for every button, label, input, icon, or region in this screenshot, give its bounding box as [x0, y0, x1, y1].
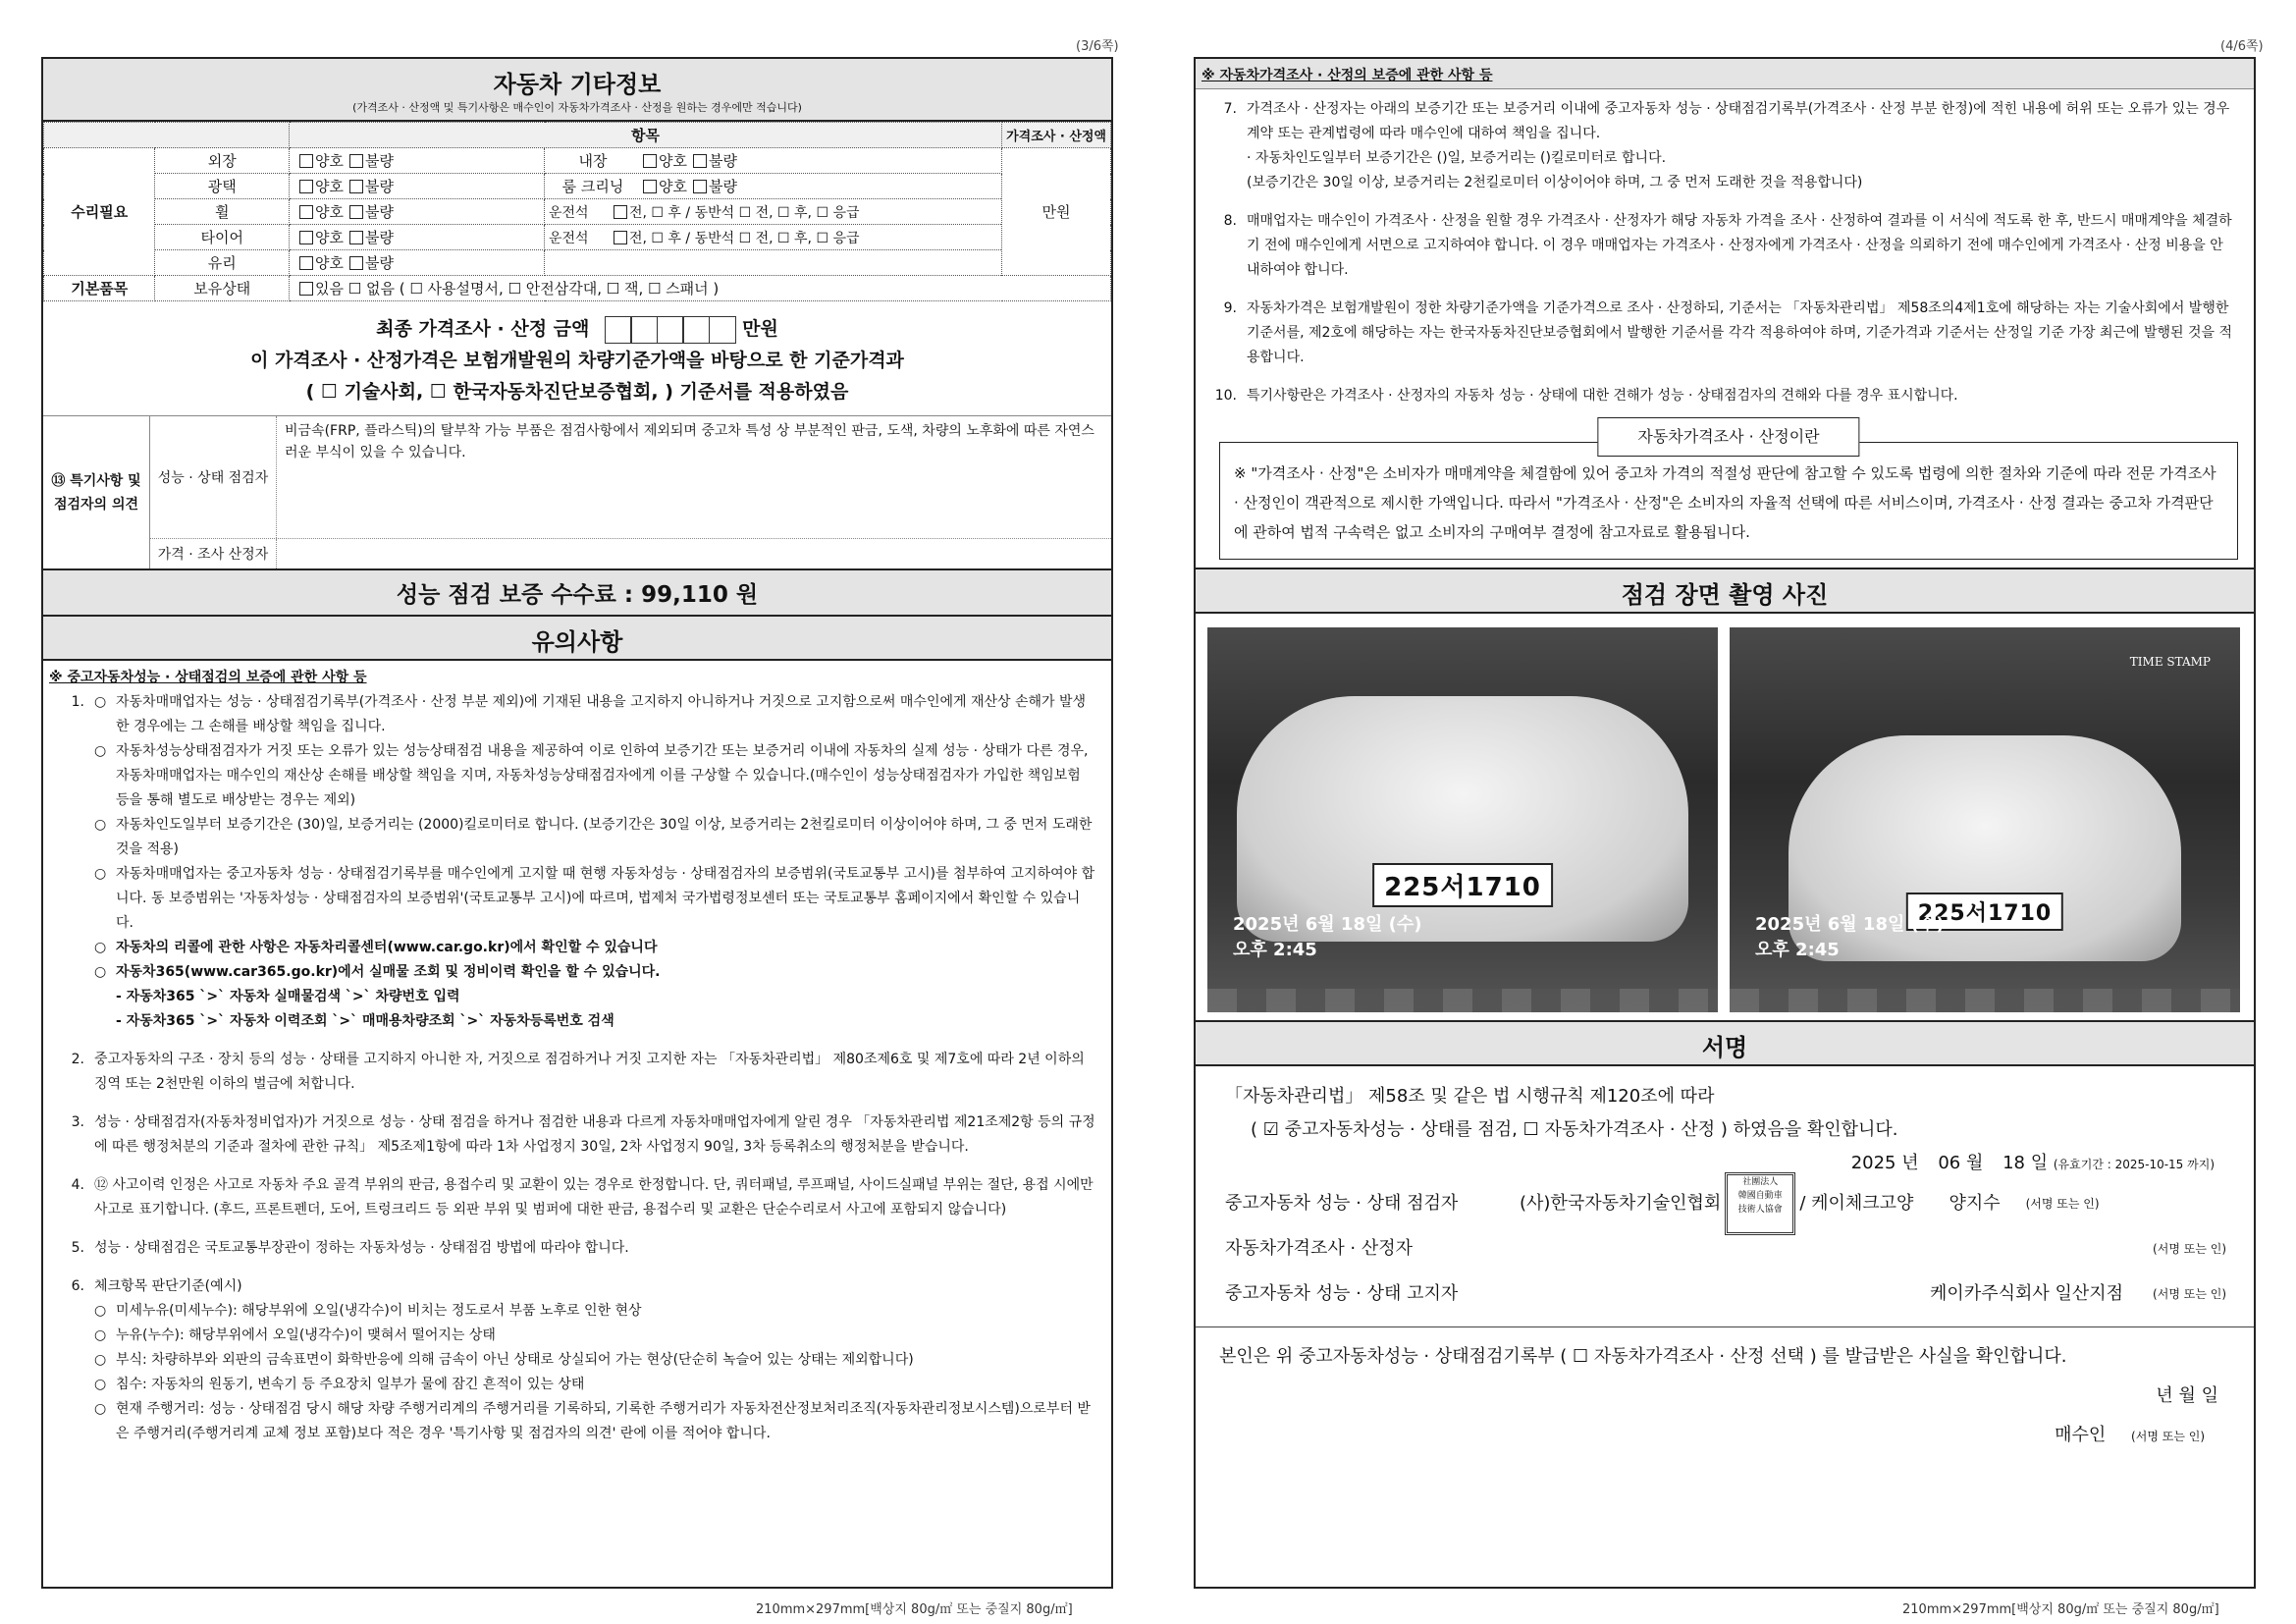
checkbox[interactable] — [349, 231, 363, 244]
checkbox[interactable] — [643, 154, 657, 168]
inspection-photo-rear — [1730, 627, 2240, 1012]
notice-item: 2. 중고자동차의 구조 · 장치 등의 성능 · 상태를 고지하지 아니한 자, 거짓으로 점검하거나 거짓 고지한 자는 「자동차관리법」 제80조제6호 및 제7호에 따라 2년 이하의 징역 또는 2천만원 이하의 벌금에 처합니다. — [71, 1052, 1085, 1092]
notice-item: 5. 성능 · 상태점검은 국토교통부장관이 정하는 자동차성능 · 상태점검 방법에 따라야 합니다. — [71, 1240, 629, 1256]
basic-items-label: 기본품목 — [44, 276, 155, 301]
confirmation-statement: ( ☑ 중고자동차성능 · 상태를 점검, ☐ 자동차가격조사 · 산정 ) 하였음을 확인합니다. — [1251, 1119, 1898, 1140]
final-price-unit: 만원 — [742, 318, 778, 340]
checkbox[interactable] — [349, 205, 363, 219]
inspector-org: (사)한국자동차기술인협회 — [1520, 1193, 1722, 1214]
row-label: 휠 — [155, 199, 290, 225]
sign-note: (서명 또는 인) — [2131, 1430, 2205, 1443]
notice-item: 6. 체크항목 판단기준(예시) ○ 미세누유(미세누수): 해당부위에 오일(냉각수)이 비치는 정도로서 부품 노후로 인한 현상 ○ 누유(누수): 해당부위에서 오일(냉각수)이 맺혀서 떨어지는 상태 ○ 부식: 차량하부와 외판의 금속표면이 화학반응에 의해 금속이 아닌 상태로 상실되어 가는 현상(단순히 녹슬어 있는 상태는 제외합니다) ○ 침수: 자동차의 원동기, 변속기 등 주요장치 일부가 물에 잠긴 흔적이 있는 상태 ○ 현재 주행거리: 성능 · 상태점검 당시 해당 차량 주행거리계의 주행거리를 기록하되, 기록한 주행거리가 자동차전산정보처리조직(자동차관리정보시스템)으로부터 받은 주행거리(주행거리계 교체 정보 포함)보다 적은 경우 '특기사항 및 점검자의 의견' 란에 이를 적어야 합니다. — [71, 1278, 1091, 1441]
row-label: 광택 — [155, 174, 290, 199]
price-unit: 만원 — [1002, 148, 1111, 276]
page-number-right: (4/6쪽) — [2220, 39, 2264, 54]
appraisal-item: 9. 자동차가격은 보험개발원이 정한 차량기준가액을 기준가격으로 조사 · 산정하되, 기준서는 「자동차관리법」 제58조의4제1호에 해당하는 자는 기술사회에서 발행한 기준서를, 제2호에 해당하는 자는 한국자동차진단보증협회에서 발행한 기준서를 각각 적용하여야 하며, 기준가격과 기준서는 산정일 기준 가장 최근에 발행된 것을 적용합니다. — [1223, 300, 2233, 365]
inspection-photo-front — [1207, 627, 1718, 1012]
checkbox[interactable] — [349, 154, 363, 168]
notifier-sign-row — [1225, 1272, 2234, 1317]
col-item-header: 항목 — [290, 123, 1002, 148]
opinion-label: ⑬ 특기사항 및 점검자의 의견 — [43, 416, 150, 568]
notice-item: 4. ⑫ 사고이력 인정은 사고로 자동차 주요 골격 부위의 판금, 용접수리 및 교환이 있는 경우로 한정합니다. 단, 쿼터패널, 루프패널, 사이드실패널 부위는 절단, 용접 시에만 사고로 표기합니다. (후드, 프론트펜더, 도어, 트렁크리드 등 외판 부위 및 범퍼에 대한 판금, 용접수리 및 교환은 단순수리로서 사고에 포함되지 않습니다) — [71, 1177, 1094, 1218]
appraisal-item: 10. 특기사항란은 가격조사 · 산정자의 자동차 성능 · 상태에 대한 견해가 성능 · 상태점검자의 견해와 다를 경우 표시합니다. — [1214, 388, 1958, 404]
notifier-role: 중고자동차 성능 · 상태 고지자 — [1225, 1283, 1459, 1304]
law-reference: 「자동차관리법」 제58조 및 같은 법 시행규칙 제120조에 따라 — [1225, 1086, 1715, 1107]
checkbox[interactable] — [349, 256, 363, 270]
right-page — [1194, 57, 2256, 1589]
footer-right: 210mm×297mm[백상지 80g/㎡ 또는 중질지 80g/㎡] — [1902, 1602, 2219, 1617]
receipt-confirmation — [1196, 1326, 2254, 1456]
opinion-section — [43, 416, 1111, 570]
notice-header: ※ 중고자동차성능 · 상태점검의 보증에 관한 사항 등 — [49, 670, 367, 685]
buyer-label: 매수인 — [2055, 1425, 2107, 1445]
final-price-standard: ( ☐ 기술사회, ☐ 한국자동차진단보증협회, ) 기준서를 적용하였음 — [305, 381, 849, 403]
notice-item: 1. ○ 자동차매매업자는 성능 · 상태점검기록부(가격조사 · 산정 부분 제외)에 기재된 내용을 고지하지 아니하거나 거짓으로 고지함으로써 매수인에게 재산상 손해가 발생한 경우에는 그 손해를 배상할 책임을 집니다. ○ 자동차성능상태점검자가 거짓 또는 오류가 있는 성능상태점검 내용을 제공하여 이로 인하여 보증기간 또는 보증거리 이내에 자동차의 실제 성능 · 상태가 다른 경우, 자동차매매업자는 매수인의 재산상 손해를 배상할 책임을 지며, 자동차성능상태점검자에게 이를 구상할 수 있습니다.(매수인이 성능상태점검자가 가입한 책임보험 등을 통해 별도로 배상받는 경우는 제외) ○ 자동차인도일부터 보증기간은 (30)일, 보증거리는 (2000)킬로미터로 합니다. (보증기간은 30일 이상, 보증거리는 2천킬로미터 이상이어야 하며, 그 중 먼저 도래한 것을 적용) ○ 자동차매매업자는 중고자동차 성능 · 상태점검기록부를 매수인에게 고지할 때 현행 자동차성능 · 상태점검자의 보증범위(국토교통부 고시)를 첨부하여 고지하여야 합니다. 동 보증범위는 '자동차성능 · 상태점검자의 보증범위'(국토교통부 고시)에 따르며, 법제처 국가법령정보센터 또는 국토교통부 홈페이지에서 확인할 수 있습니다. ○ 자동차의 리콜에 관한 사항은 자동차리콜센터(www.car.go.kr)에서 확인할 수 있습니다 ○ 자동차365(www.car365.go.kr)에서 실매물 조회 및 정비이력 확인을 할 수 있습니다. - 자동차365 `>` 자동차 실매물검색 `>` 차량번호 입력 - 자동차365 `>` 자동차 이력조회 `>` 매매용차량조회 `>` 자동차등록번호 검색 — [71, 694, 1095, 1029]
row-right-label: 운전석 — [549, 230, 589, 246]
association-seal-icon: 社團法人 韓國自動車 技術人協會 — [1725, 1172, 1795, 1235]
sign-note: (서명 또는 인) — [2153, 1287, 2226, 1301]
other-info-subtitle: (가격조사 · 산정액 및 특기사항은 매수인이 자동차가격조사 · 산정을 원하는 경우에만 적습니다) — [352, 101, 802, 114]
inspector-label: 성능 · 상태 점검자 — [150, 416, 277, 538]
time-stamp-label: TIME STAMP — [2129, 655, 2211, 669]
row-label: 타이어 — [155, 225, 290, 250]
checkbox[interactable] — [349, 180, 363, 193]
appraiser-sign-row — [1225, 1226, 2234, 1272]
photos-row — [1196, 614, 2254, 1022]
final-price-basis: 이 가격조사 · 산정가격은 보험개발원의 차량기준가액을 바탕으로 한 기준가격과 — [250, 350, 904, 371]
appraiser-opinion — [277, 539, 1111, 568]
license-plate: 225서1710 — [1906, 893, 2063, 931]
repair-label: 수리필요 — [44, 148, 155, 276]
photos-title: 점검 장면 촬영 사진 — [1196, 568, 2254, 614]
sign-date: 2025 년 06 월 18 일 (유효기간 : 2025-10-15 까지) — [1850, 1153, 2215, 1173]
basic-items-sub: 보유상태 — [155, 276, 290, 301]
inspection-fee: 성능 점검 보증 수수료 : 99,110 원 — [43, 570, 1111, 617]
page-number-left: (3/6쪽) — [1076, 39, 1119, 54]
col-price-header: 가격조사 · 산정액 — [1002, 123, 1111, 148]
validity-period: (유효기간 : 2025-10-15 까지) — [2053, 1158, 2215, 1171]
appraiser-label: 가격 · 조사 산정자 — [150, 539, 277, 568]
checkbox[interactable] — [299, 154, 313, 168]
basic-items-options: 있음 ☐ 없음 ( ☐ 사용설명서, ☐ 안전삼각대, ☐ 잭, ☐ 스패너 ) — [315, 280, 720, 298]
buyer-sign-row — [1219, 1416, 2234, 1456]
signature-area — [1196, 1066, 2254, 1317]
appraisal-list — [1196, 89, 2254, 408]
left-page — [41, 57, 1113, 1589]
appraiser-role: 자동차가격조사 · 산정자 — [1225, 1238, 1414, 1259]
other-info-table: 항목 가격조사 · 산정액 수리필요 외장 양호 불량 내장 양호 불량 만원 광택 양호 불량 룸 크리닝 양호 불량 휠 양호 불량 운전석 전, ☐ 후 / 동반석 ☐ 전, ☐ 후, ☐ 응급 타이어 양호 불량 운전석 전, ☐ 후 / 동반석 ☐ 전, ☐ 후, ☐ 응급 유리 양호 불량 기본품목 보유상태 있음 ☐ 없음 ( ☐ 사용설명서, ☐ 안전삼각대, ☐ 잭, ☐ 스패너 ) — [43, 122, 1111, 301]
inspector-branch: / 케이체크고양 — [1799, 1193, 1914, 1214]
checkbox[interactable] — [643, 180, 657, 193]
notice-item: 3. 성능 · 상태점검자(자동차정비업자)가 거짓으로 성능 · 상태 점검을 하거나 점검한 내용과 다르게 자동차매매업자에게 알린 경우 「자동차관리법 제21조제2항 등의 규정에 따른 행정처분의 기준과 절차에 관한 규칙」 제5조제1항에 따라 1차 사업정지 30일, 2차 사업정지 90일, 3차 등록취소의 행정처분을 받습니다. — [71, 1114, 1095, 1155]
footer-left: 210mm×297mm[백상지 80g/㎡ 또는 중질지 80g/㎡] — [756, 1602, 1073, 1617]
photo-timestamp: 2025년 6월 18일 (수) 오후 2:45 — [1755, 914, 1945, 960]
checkbox[interactable] — [299, 231, 313, 244]
checkbox[interactable] — [614, 205, 627, 219]
seat-options: 전, ☐ 후 / 동반석 ☐ 전, ☐ 후, ☐ 응급 — [629, 204, 860, 221]
sign-note: (서명 또는 인) — [2025, 1197, 2100, 1211]
checkbox[interactable] — [299, 205, 313, 219]
checkbox[interactable] — [693, 180, 707, 193]
appraisal-definition-box — [1219, 427, 2238, 560]
appraisal-definition-text: ※ "가격조사 · 산정"은 소비자가 매매계약을 체결함에 있어 중고차 가격의 적절성 판단에 참고할 수 있도록 법령에 의한 절차와 기준에 따라 전문 가격조사 · 산정인이 객관적으로 제시한 가액입니다. 따라서 "가격조사 · 산정"은 소비자의 자율적 선택에 따른 서비스이며, 가격조사 · 산정 결과는 중고차 가격판단에 관하여 법적 구속력은 없고 소비자의 구매여부 결정에 참고자료로 활용됩니다. — [1234, 464, 2216, 541]
checkbox[interactable] — [693, 154, 707, 168]
inspector-sign-row — [1225, 1177, 2234, 1226]
appraisal-item: 7. 가격조사 · 산정자는 아래의 보증기간 또는 보증거리 이내에 중고자동차 성능 · 상태점검기록부(가격조사 · 산정 부분 한정)에 적힌 내용에 허위 또는 오류가 있는 경우 계약 또는 관계법령에 따라 매수인에 대하여 책임을 집니다. · 자동차인도일부터 보증기간은 ()일, 보증거리는 ()킬로미터로 합니다. (보증기간은 30일 이상, 보증거리는 2천킬로미터 이상이어야 하며, 그 중 먼저 도래한 것을 적용합니다) — [1223, 101, 2230, 190]
final-price-block — [43, 301, 1111, 416]
appraisal-item: 8. 매매업자는 매수인이 가격조사 · 산정을 원할 경우 가격조사 · 산정자가 해당 자동차 가격을 조사 · 산정하여 결과를 이 서식에 적도록 한 후, 반드시 매매계약을 체결하기 전에 매수인에게 서면으로 고지하여야 합니다. 이 경우 매매업자는 가격조사 · 산정자에게 가격조사 · 산정을 의뢰하기 전에 매수인에게 가격조사 · 산정 비용을 안내하여야 합니다. — [1223, 213, 2232, 278]
row-right-label: 운전석 — [549, 204, 589, 221]
inspector-opinion: 비금속(FRP, 플라스틱)의 탈부착 가능 부품은 점검사항에서 제외되며 중고차 특성 상 부분적인 판금, 도색, 차량의 노후화에 따른 자연스러운 부식이 있을 수 있습니다. — [285, 423, 1095, 460]
final-price-label: 최종 가격조사 · 산정 금액 — [376, 318, 590, 340]
receipt-statement: 본인은 위 중고자동차성능 · 상태점검기록부 ( ☐ 자동차가격조사 · 산정 선택 ) 를 발급받은 사실을 확인합니다. — [1219, 1346, 2067, 1367]
row-label: 유리 — [155, 250, 290, 276]
final-price-digits[interactable] — [606, 318, 736, 340]
license-plate: 225서1710 — [1372, 863, 1553, 907]
sign-note: (서명 또는 인) — [2153, 1242, 2226, 1256]
inspector-name: 양지수 — [1949, 1193, 2001, 1214]
row-right-label: 룸 크리닝 — [561, 178, 624, 195]
checkbox[interactable] — [299, 256, 313, 270]
appraisal-definition-title: 자동차가격조사 · 산정이란 — [1597, 417, 1859, 457]
notifier-name: 케이카주식회사 일산지점 — [1930, 1283, 2124, 1304]
row-label: 외장 — [155, 148, 290, 174]
row-right-label: 내장 — [578, 152, 608, 170]
checkbox[interactable] — [614, 231, 627, 244]
other-info-title: 자동차 기타정보 (가격조사 · 산정액 및 특기사항은 매수인이 자동차가격조사 · 산정을 원하는 경우에만 적습니다) — [43, 59, 1111, 122]
receipt-date: 년 월 일 — [2156, 1385, 2218, 1406]
signature-title: 서명 — [1196, 1022, 2254, 1066]
seat-options: 전, ☐ 후 / 동반석 ☐ 전, ☐ 후, ☐ 응급 — [629, 230, 860, 246]
inspector-role: 중고자동차 성능 · 상태 점검자 — [1225, 1193, 1459, 1214]
photo-timestamp: 2025년 6월 18일 (수) 오후 2:45 — [1233, 914, 1422, 960]
notice-title: 유의사항 — [43, 617, 1111, 661]
checkbox[interactable] — [299, 282, 313, 296]
appraisal-header: ※ 자동차가격조사 · 산정의 보증에 관한 사항 등 — [1196, 59, 2254, 89]
checkbox[interactable] — [299, 180, 313, 193]
notice-list — [43, 690, 1111, 1446]
